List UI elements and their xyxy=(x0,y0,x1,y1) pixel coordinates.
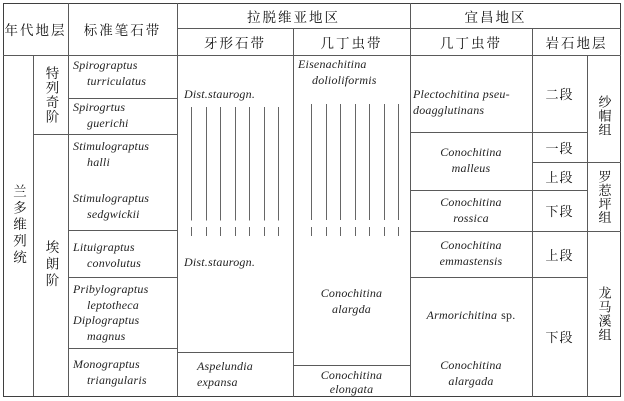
genus-name: Conochitina xyxy=(320,368,383,382)
chitinozoan-zone-malleus xyxy=(410,145,532,176)
graptolite-zone-sedgwickii xyxy=(73,191,149,222)
species-name: emmastensis xyxy=(439,253,503,268)
series-label: 兰多维列统 xyxy=(11,184,26,267)
chitinozoan-zone-rossica xyxy=(410,195,532,226)
stage-label: 特列奇阶 xyxy=(43,65,59,124)
species-name: triangularis xyxy=(87,372,147,387)
species-name: alargada xyxy=(448,373,494,388)
header-latvia-region xyxy=(177,3,410,28)
species-name: turriculatus xyxy=(87,73,147,88)
hatch-line xyxy=(369,104,370,236)
header-label: 几丁虫带 xyxy=(320,35,383,51)
row-divider xyxy=(68,98,177,99)
chitinozoan-zone-armorichitina xyxy=(410,308,532,324)
member-cell xyxy=(532,132,587,162)
header-chronostratigraphy xyxy=(3,3,68,55)
member-cell xyxy=(532,55,587,132)
genus-name: Stimulograptus xyxy=(73,191,150,205)
stage-telychian xyxy=(33,55,68,134)
genus-name: Aspelundia xyxy=(197,359,253,373)
column-divider xyxy=(68,3,69,397)
hatch-line xyxy=(206,107,207,236)
member-cell xyxy=(532,231,587,277)
graptolite-zone-leptotheca-magnus xyxy=(73,282,148,344)
conodont-zone-dist-staurogn-lower: Dist.staurogn. xyxy=(184,255,256,269)
series-llandovery xyxy=(3,55,33,396)
formation-label: 龙马溪组 xyxy=(596,285,612,342)
member-label: 上段 xyxy=(545,169,574,185)
conodont-zone-aspelundia-expansa xyxy=(197,359,253,390)
species-name: alargda xyxy=(332,301,371,316)
header-lithostratigraphy xyxy=(532,28,621,55)
header-conodont-zone xyxy=(177,28,293,55)
formation-longmaxi xyxy=(587,231,621,396)
header-chitinozoan-zone-yichang xyxy=(410,28,532,55)
member-cell xyxy=(532,162,587,190)
member-label: 一段 xyxy=(545,140,574,156)
header-label: 岩石地层 xyxy=(545,35,608,51)
hatch-line xyxy=(355,104,356,236)
hatch-line xyxy=(191,107,192,236)
formation-label: 纱帽组 xyxy=(596,94,612,137)
species-name: convolutus xyxy=(87,255,141,270)
hatch-line xyxy=(398,104,399,236)
row-divider xyxy=(293,365,410,366)
genus-name: Monograptus xyxy=(73,357,140,371)
genus-name: Plectochitina pseu- xyxy=(413,87,510,101)
header-graptolite-zone xyxy=(68,3,177,55)
genus-name: Eisenachitina xyxy=(298,57,367,71)
genus-name: Spirograptus xyxy=(73,58,138,72)
species-name: expansa xyxy=(197,374,238,389)
row-divider xyxy=(3,55,621,56)
graptolite-zone-halli xyxy=(73,139,149,170)
hatch-line xyxy=(278,107,279,236)
species-name: sedgwickii xyxy=(87,206,140,221)
row-divider xyxy=(68,348,177,349)
chitinozoan-zone-elongata xyxy=(293,368,410,396)
member-cell xyxy=(532,277,587,396)
genus-name: Spirogrtus xyxy=(73,100,126,114)
hatch-line xyxy=(235,107,236,236)
chitinozoan-zone-dolioliformis xyxy=(298,57,377,88)
genus-name: Conochitina xyxy=(320,286,383,300)
header-label: 几丁虫带 xyxy=(440,35,502,51)
formation-label: 罗惹坪组 xyxy=(596,169,612,224)
hatch-line xyxy=(264,107,265,236)
graptolite-zone-triangularis xyxy=(73,357,147,388)
header-chitinozoan-zone-latvia xyxy=(293,28,410,55)
formation-shamao xyxy=(587,55,621,162)
row-divider xyxy=(68,230,177,231)
range-hatch-conodont xyxy=(191,107,279,236)
stage-label: 埃朗阶 xyxy=(43,240,59,290)
formation-luorenping xyxy=(587,162,621,231)
header-label: 拉脱维亚地区 xyxy=(247,9,340,25)
member-cell xyxy=(532,190,587,231)
member-label: 下段 xyxy=(545,204,574,219)
genus-name: Armorichitina xyxy=(426,308,498,322)
member-label: 二段 xyxy=(545,87,574,102)
species-name: leptotheca xyxy=(87,297,139,312)
row-divider xyxy=(177,352,293,353)
member-label: 下段 xyxy=(545,330,574,345)
header-label: 宜昌地区 xyxy=(464,9,527,25)
header-label: 标准笔石带 xyxy=(83,23,162,38)
hatch-line xyxy=(311,104,312,236)
genus-name: Conochitina xyxy=(440,238,502,252)
stage-aeronian xyxy=(33,134,68,396)
species-name: guerichi xyxy=(87,115,129,130)
graptolite-zone-guerichi xyxy=(73,100,129,131)
hatch-line xyxy=(340,104,341,236)
species-name: halli xyxy=(87,154,111,169)
genus-name: Pribylograptus xyxy=(73,282,149,296)
species-name: rossica xyxy=(453,210,489,225)
header-label: 牙形石带 xyxy=(204,35,266,51)
species-abbrev: sp. xyxy=(501,308,516,322)
member-label: 上段 xyxy=(545,247,574,263)
row-divider xyxy=(68,277,177,278)
hatch-line xyxy=(326,104,327,236)
species-name: malleus xyxy=(451,160,491,175)
conodont-zone-dist-staurogn-upper: Dist.staurogn. xyxy=(184,87,256,101)
hatch-line xyxy=(384,104,385,236)
chitinozoan-zone-alargda xyxy=(293,286,410,317)
genus-name: Diplograptus xyxy=(73,313,140,327)
hatch-line xyxy=(249,107,250,236)
range-hatch-chitinozoan xyxy=(311,104,399,236)
genus-name: Lituigraptus xyxy=(73,240,135,254)
species-name: elongata xyxy=(329,382,374,396)
header-yichang-region xyxy=(410,3,621,28)
species-name: magnus xyxy=(87,328,126,343)
genus-name: Stimulograptus xyxy=(73,139,150,153)
column-divider xyxy=(293,28,294,397)
genus-name: Conochitina xyxy=(440,145,502,159)
graptolite-zone-convolutus xyxy=(73,240,141,271)
chitinozoan-zone-alargada xyxy=(410,358,532,389)
genus-name: Conochitina xyxy=(440,358,502,372)
hatch-line xyxy=(220,107,221,236)
chitinozoan-zone-emmastensis xyxy=(410,238,532,269)
species-name: dolioliformis xyxy=(312,72,377,87)
header-label: 年代地层 xyxy=(4,23,67,38)
species-name: doagglutinans xyxy=(413,102,485,117)
column-divider xyxy=(177,3,178,397)
graptolite-zone-turriculatus xyxy=(73,58,146,89)
chitinozoan-zone-pseudoagglutinans xyxy=(413,87,510,118)
genus-name: Conochitina xyxy=(440,195,502,209)
